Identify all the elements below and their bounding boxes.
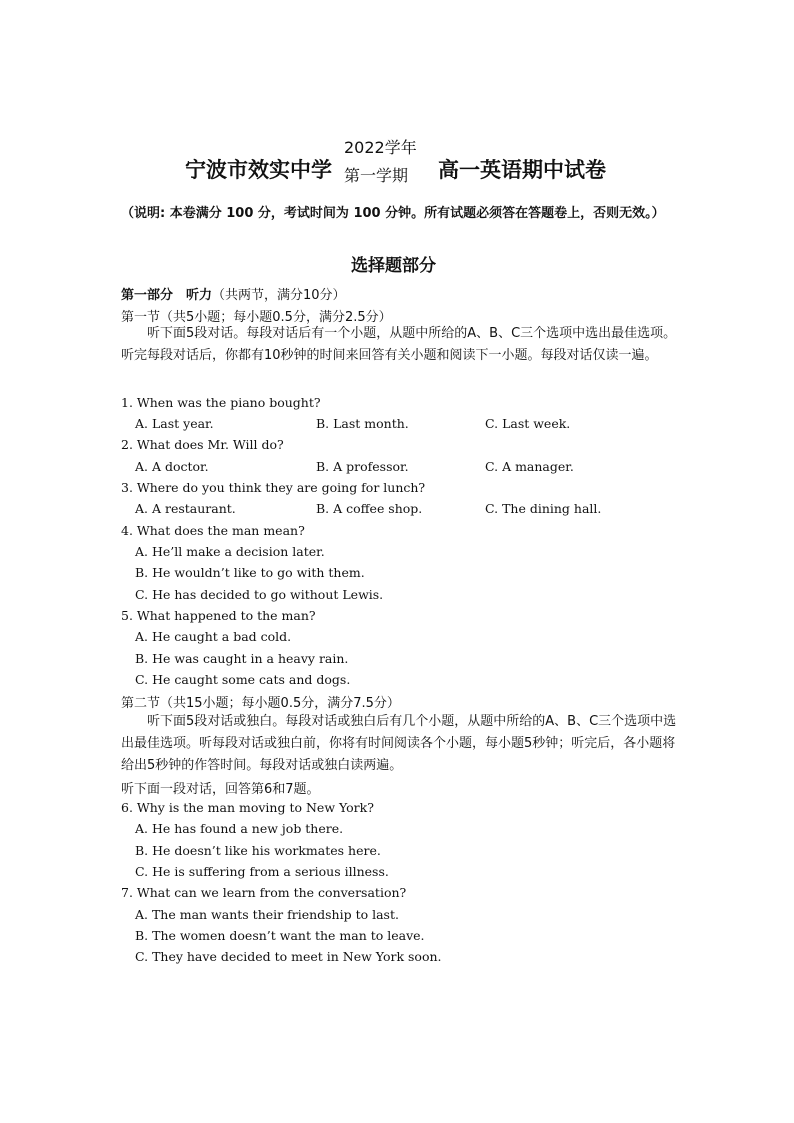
part-heading: [121, 284, 346, 303]
option-2c: C. A manager.: [485, 459, 574, 474]
question-3: 3. Where do you think they are going for lunch?: [121, 480, 426, 495]
question-2: 2. What does Mr. Will do?: [121, 437, 284, 452]
option-6a: A. He has found a new job there.: [135, 821, 344, 836]
option-5b: B. He was caught in a heavy rain.: [135, 651, 349, 666]
option-7b: B. The women doesn’t want the man to leave.: [135, 928, 425, 943]
question-5: 5. What happened to the man?: [121, 608, 316, 623]
option-4b: B. He wouldn’t like to go with them.: [135, 565, 365, 580]
term: 第一学期: [344, 166, 409, 185]
option-6c: C. He is suffering from a serious illness.: [135, 864, 389, 879]
section-title: 选择题部分: [351, 256, 436, 276]
question-7: 7. What can we learn from the conversation?: [121, 885, 407, 900]
option-1c: C. Last week.: [485, 416, 571, 431]
section-2-instructions: 听下面5段对话或独白。每段对话或独白后有几个小题，从题中所给的A、B、C三个选项中选出最佳选项。听每段对话或独白前，你将有时间阅读各个小题，每小题5秒钟；听完后，各小题将给出5秒钟的作答时间。每段对话或独白读两遍。: [121, 714, 677, 773]
school-year: 2022学年: [344, 138, 417, 157]
part-detail: （共两节，满分10分）: [212, 288, 346, 303]
exam-note: （说明: 本卷满分 100 分，考试时间为 100 分钟。所有试题必须答在答题卷上，否则无效。）: [121, 206, 665, 221]
option-7c: C. They have decided to meet in New York soon.: [135, 949, 442, 964]
option-7a: A. The man wants their friendship to last.: [135, 907, 399, 922]
option-3c: C. The dining hall.: [485, 501, 602, 516]
option-3a: A. A restaurant.: [135, 501, 236, 516]
exam-title: 高一英语期中试卷: [438, 158, 606, 182]
option-3b: B. A coffee shop.: [316, 501, 423, 516]
option-2b: B. A professor.: [316, 459, 409, 474]
option-4a: A. He’ll make a decision later.: [135, 544, 325, 559]
option-4c: C. He has decided to go without Lewis.: [135, 587, 384, 602]
option-1b: B. Last month.: [316, 416, 409, 431]
question-4: 4. What does the man mean?: [121, 523, 305, 538]
option-2a: A. A doctor.: [135, 459, 209, 474]
option-5c: C. He caught some cats and dogs.: [135, 672, 351, 687]
question-1: 1. When was the piano bought?: [121, 395, 321, 410]
option-5a: A. He caught a bad cold.: [135, 629, 292, 644]
section-1-heading: 第一节（共5小题；每小题0.5分，满分2.5分）: [121, 310, 392, 325]
question-6: 6. Why is the man moving to New York?: [121, 800, 374, 815]
option-1a: A. Last year.: [135, 416, 214, 431]
section-2-heading: 第二节（共15小题；每小题0.5分，满分7.5分）: [121, 696, 400, 711]
school-name: 宁波市效实中学: [185, 158, 332, 182]
part-label: 第一部分 听力: [121, 288, 213, 303]
option-6b: B. He doesn’t like his workmates here.: [135, 843, 381, 858]
section-1-instructions: 听下面5段对话。每段对话后有一个小题，从题中所给的A、B、C三个选项中选出最佳选项。听完每段对话后，你都有10秒钟的时间来回答有关小题和阅读下一小题。每段对话仅读一遍。: [121, 326, 677, 363]
dialog-intro: 听下面一段对话，回答第6和7题。: [121, 782, 320, 797]
